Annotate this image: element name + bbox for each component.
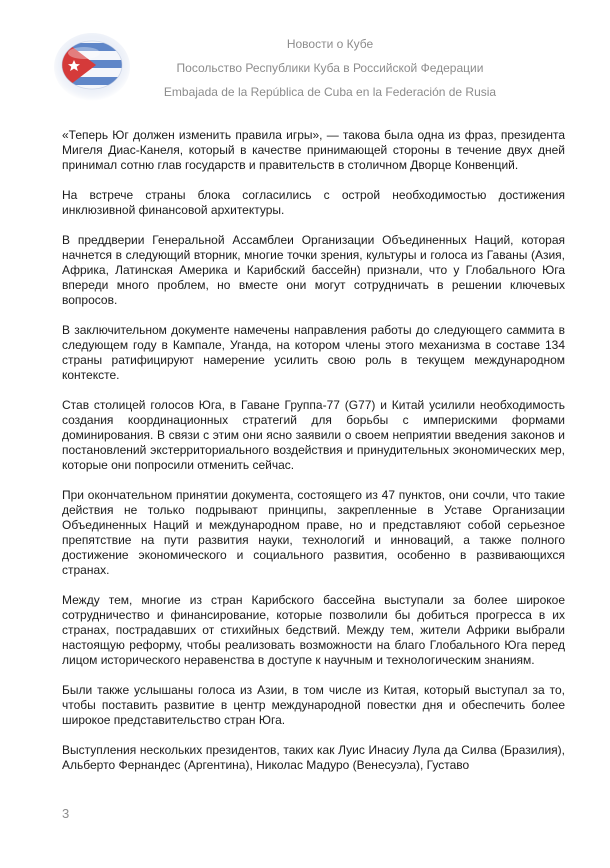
paragraph: В заключительном документе намечены направления работы до следующего саммита в следующем году в Кампале, Уганда, на котором члены этого механизма в составе 134 страны ратифицируют намерение усилить свою роль в текущем международном контексте. [62, 323, 565, 382]
article-body [62, 128, 565, 788]
paragraph: В преддверии Генеральной Ассамблеи Организации Объединенных Наций, которая начнется в следующий вторник, многие точки зрения, культуры и голоса из Гаваны (Азия, Африка, Латинская Америка и Карибский бассейн) признали, что у Глобального Юга впереди много проблем, но вместе они могут сотрудничать в решении ключевых вопросов. [62, 233, 565, 307]
paragraph: Между тем, многие из стран Карибского бассейна выступали за более широкое сотрудничество и финансирование, которые позволили бы добиться прогресса в их странах, пострадавших от стихийных бедствий. Между тем, жители Африки выбрали настоящую реформу, чтобы реализовать возможности на благо Глобального Юга перед лицом исторического неравенства в доступе к научным и технологическим знаниям. [62, 593, 565, 667]
header-title: Новости о Кубе [286, 37, 374, 51]
paragraph: Став столицей голосов Юга, в Гаване Группа-77 (G77) и Китай усилили необходимость создания координационных стратегий для борьбы с империскими формами доминирования. В связи с этим они ясно заявили о своем неприятии введения законов и постановлений экстерриториального воздействия и принудительных экономических мер, которые они попросили отменить сейчас. [62, 398, 565, 472]
page-number: 3 [62, 806, 70, 821]
paragraph: Выступления нескольких президентов, таких как Луис Инасиу Лула да Силва (Бразилия), Альберто Фернандес (Аргентина), Николас Мадуро (Венесуэла), Густаво [62, 743, 565, 772]
paragraph: Были также услышаны голоса из Азии, в том числе из Китая, который выступал за то, чтобы поставить развитие в центр международной повестки дня и обеспечить более широкое представительство стран Юга. [62, 683, 565, 727]
paragraph: «Теперь Юг должен изменить правила игры», — такова была одна из фраз, президента Мигеля Диас-Канеля, который в качестве принимающей стороны в течение двух дней принимал сотню глав государств и правительств в столичном Дворце Конвенций. [62, 128, 565, 172]
paragraph: При окончательном принятии документа, состоящего из 47 пунктов, они сочли, что такие действия не только подрывают принципы, закрепленные в Уставе Организации Объединенных Наций и международном праве, но и представляют собой серьезное препятствие на пути развития науки, технологий и инноваций, а также полного достижение экономического и социального развития, особенно в развивающихся странах. [62, 488, 565, 577]
paragraph: На встрече страны блока согласились с острой необходимостью достижения инклюзивной финансовой архитектуры. [62, 188, 565, 217]
header-embassy-ru: Посольство Республики Куба в Российской Федерации [176, 61, 484, 75]
header-text-block [120, 32, 540, 104]
header-embassy-es: Embajada de la República de Cuba en la Federación de Rusia [163, 85, 497, 99]
page-header [0, 0, 610, 112]
